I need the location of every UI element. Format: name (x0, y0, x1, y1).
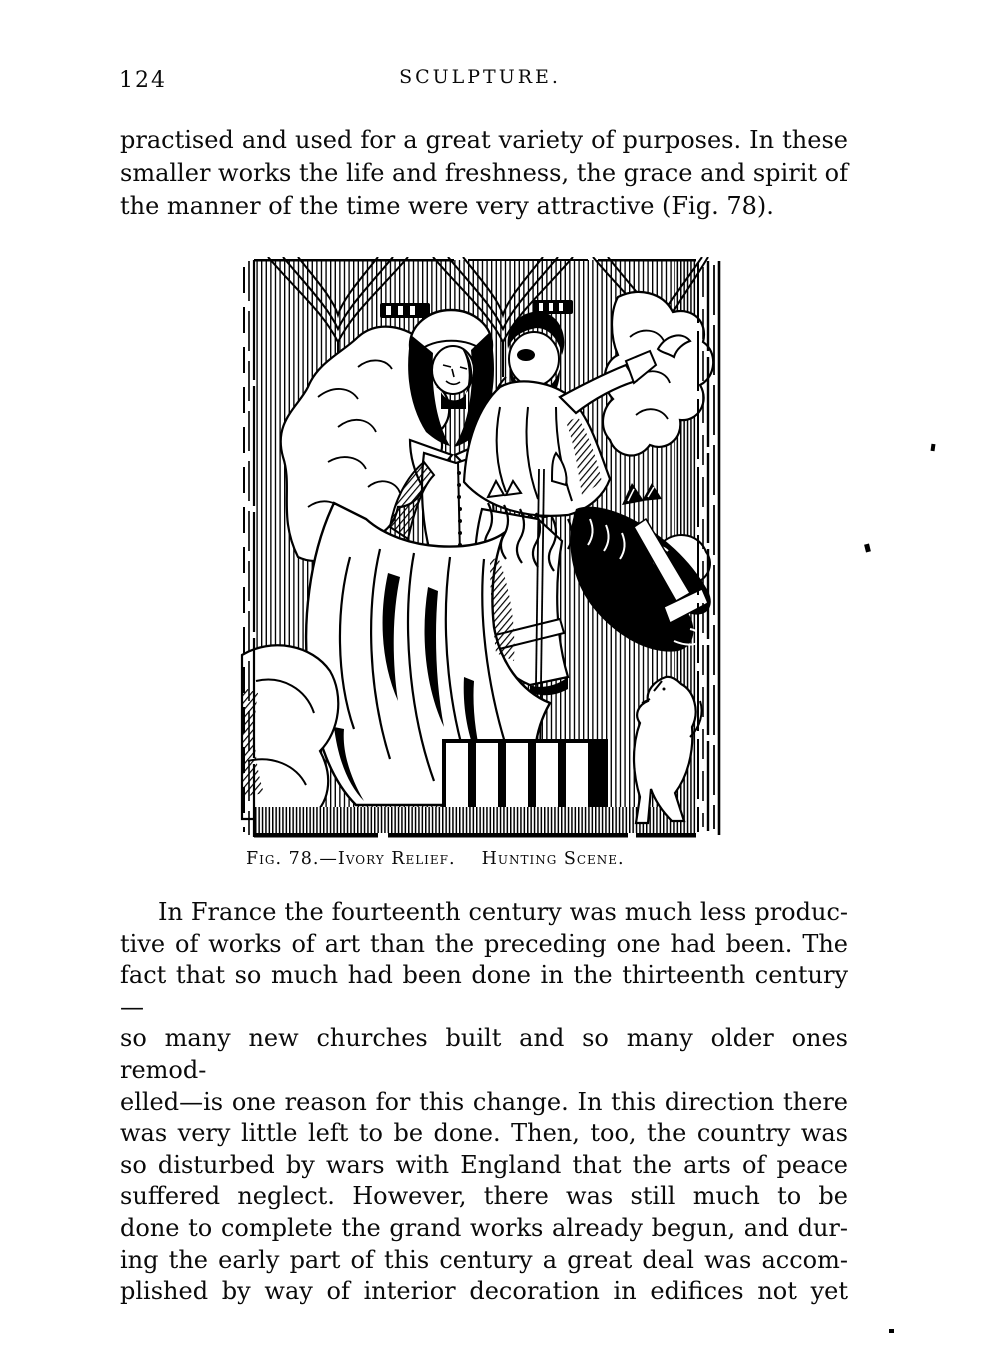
paragraph-2-line: plished by way of interior decoration in edifices not yet (120, 1277, 848, 1306)
paragraph-2-line: was very little left to be done. Then, too, the country was (120, 1119, 848, 1148)
paragraph-2-line: fact that so much had been done in the thirteenth century— (120, 961, 848, 1021)
paragraph-1-line: smaller works the life and freshness, the grace and spirit of (120, 159, 848, 187)
ground-hatching (254, 807, 696, 833)
ink-speck (889, 1329, 894, 1333)
paragraph-2-line: done to complete the grand works already begun, and dur- (120, 1213, 848, 1242)
paragraph-2 (120, 897, 848, 1308)
horse-hindquarters (242, 645, 338, 819)
paragraph-2-line: elled—is one reason for this change. In this direction there (120, 1087, 848, 1116)
ink-speck (864, 544, 871, 553)
paragraph-2-line: so many new churches built and so many older ones remod- (120, 1024, 848, 1084)
pleated-slats (442, 739, 608, 811)
running-head: SCULPTURE. (399, 66, 561, 88)
falconer-face (509, 332, 559, 386)
paragraph-1-line: practised and used for a great variety of purposes. In these (120, 126, 848, 154)
page-number: 124 (119, 68, 167, 93)
figure-caption-title: Hunting Scene. (481, 849, 625, 869)
paragraph-1 (120, 124, 848, 223)
paragraph-2-line: ing the early part of this century a great deal was accom- (120, 1245, 848, 1274)
paragraph-2-line: suffered neglect. However, there was still much to be (120, 1182, 848, 1211)
paragraph-2-line: In France the fourteenth century was much less produc- (158, 898, 848, 926)
figure-78-engraving (238, 257, 722, 842)
paragraph-2-line: tive of works of art than the preceding one had been. The (120, 929, 848, 958)
paragraph-2-line: so disturbed by wars with England that the arts of peace (120, 1150, 848, 1179)
paragraph-1-line: the manner of the time were very attractive (Fig. 78). (120, 192, 774, 220)
ink-speck (931, 444, 936, 451)
figure-caption (246, 849, 625, 869)
ivory-relief-hunting-scene-illustration (238, 257, 722, 842)
figure-caption-label: Fig. 78.—Ivory Relief. (246, 849, 456, 869)
